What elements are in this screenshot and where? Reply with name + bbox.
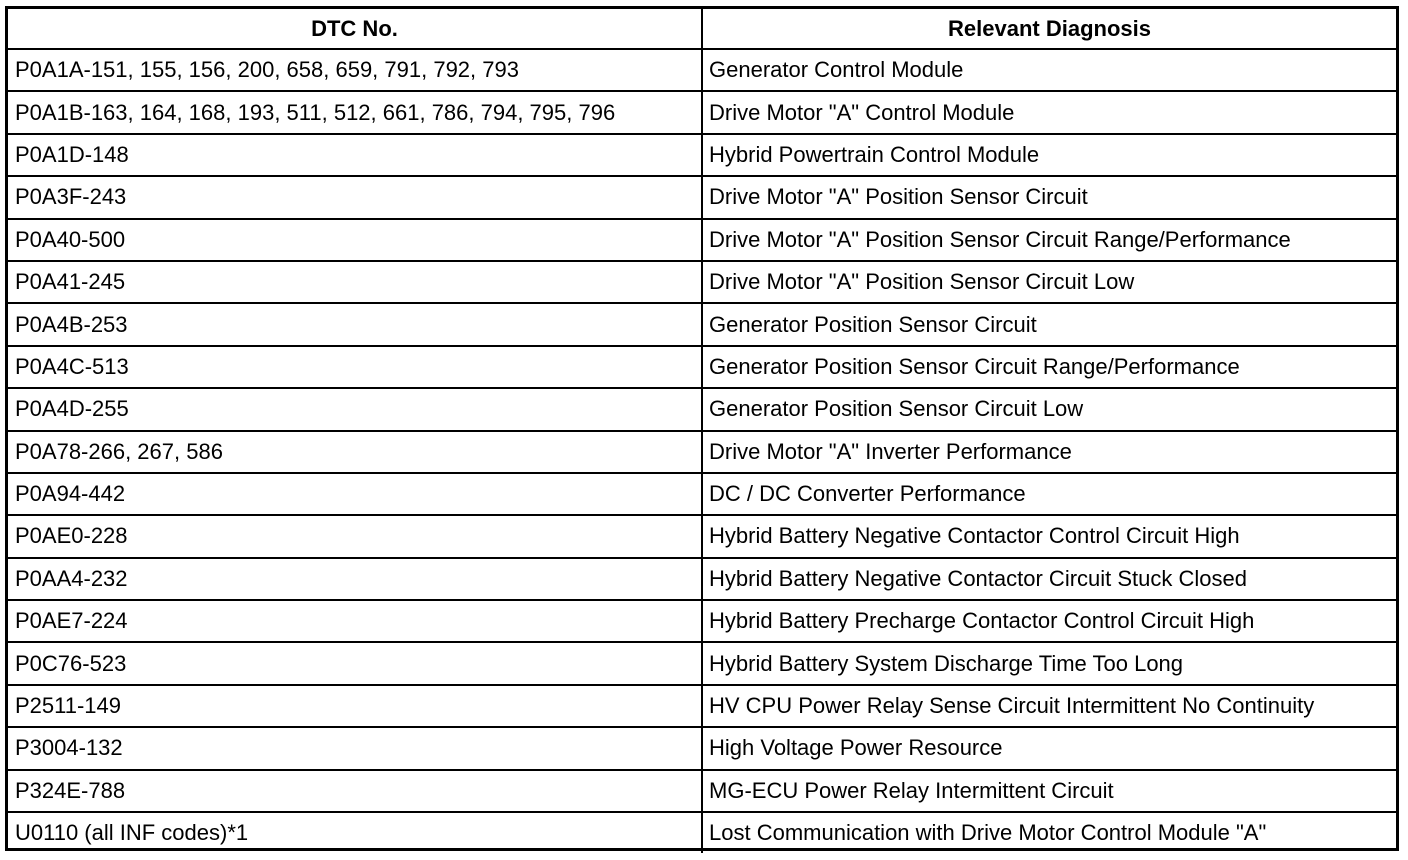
table-row (8, 515, 1396, 557)
diagnosis-cell: Drive Motor "A" Position Sensor Circuit Range/Performance (702, 219, 1396, 261)
dtc-code-cell: P324E-788 (8, 770, 702, 812)
dtc-code-cell: P0A3F-243 (8, 176, 702, 218)
diagnosis-cell: Generator Position Sensor Circuit (702, 303, 1396, 345)
table-row (8, 91, 1396, 133)
table-row (8, 134, 1396, 176)
dtc-code-cell: P0A4C-513 (8, 346, 702, 388)
diagnosis-cell: Generator Position Sensor Circuit Range/Performance (702, 346, 1396, 388)
table-row (8, 346, 1396, 388)
table-body (8, 49, 1396, 853)
diagnosis-cell: Drive Motor "A" Position Sensor Circuit Low (702, 261, 1396, 303)
table-row (8, 176, 1396, 218)
table-row (8, 770, 1396, 812)
dtc-code-cell: P0A1D-148 (8, 134, 702, 176)
diagnosis-cell: MG-ECU Power Relay Intermittent Circuit (702, 770, 1396, 812)
diagnosis-cell: Lost Communication with Drive Motor Control Module "A" (702, 812, 1396, 853)
table-row (8, 431, 1396, 473)
diagnosis-cell: Generator Position Sensor Circuit Low (702, 388, 1396, 430)
dtc-code-cell: P0AA4-232 (8, 558, 702, 600)
dtc-column-header: DTC No. (8, 9, 702, 49)
table-row (8, 388, 1396, 430)
diagnosis-cell: Hybrid Battery Precharge Contactor Control Circuit High (702, 600, 1396, 642)
table-row (8, 558, 1396, 600)
table-row (8, 642, 1396, 684)
table-row (8, 219, 1396, 261)
diagnosis-cell: Drive Motor "A" Position Sensor Circuit (702, 176, 1396, 218)
dtc-code-cell: P0AE0-228 (8, 515, 702, 557)
dtc-code-cell: P0A94-442 (8, 473, 702, 515)
dtc-code-cell: P0A78-266, 267, 586 (8, 431, 702, 473)
table-row (8, 600, 1396, 642)
dtc-code-cell: P0A40-500 (8, 219, 702, 261)
dtc-table-container (5, 6, 1399, 851)
diagnosis-cell: Hybrid Battery Negative Contactor Control Circuit High (702, 515, 1396, 557)
diagnosis-cell: HV CPU Power Relay Sense Circuit Intermittent No Continuity (702, 685, 1396, 727)
dtc-code-cell: P0A1B-163, 164, 168, 193, 511, 512, 661, 786, 794, 795, 796 (8, 91, 702, 133)
dtc-code-cell: P0A41-245 (8, 261, 702, 303)
dtc-code-cell: P0A1A-151, 155, 156, 200, 658, 659, 791, 792, 793 (8, 49, 702, 91)
dtc-code-cell: P0AE7-224 (8, 600, 702, 642)
diagnosis-cell: Drive Motor "A" Control Module (702, 91, 1396, 133)
dtc-code-cell: P0C76-523 (8, 642, 702, 684)
table-row (8, 727, 1396, 769)
dtc-code-cell: P2511-149 (8, 685, 702, 727)
diagnosis-cell: Generator Control Module (702, 49, 1396, 91)
header-row (8, 9, 1396, 49)
diagnosis-cell: Hybrid Powertrain Control Module (702, 134, 1396, 176)
dtc-code-cell: P0A4D-255 (8, 388, 702, 430)
dtc-table (8, 9, 1396, 853)
dtc-code-cell: P3004-132 (8, 727, 702, 769)
diagnosis-cell: DC / DC Converter Performance (702, 473, 1396, 515)
table-row (8, 261, 1396, 303)
diagnosis-cell: Hybrid Battery System Discharge Time Too Long (702, 642, 1396, 684)
diagnosis-cell: High Voltage Power Resource (702, 727, 1396, 769)
diagnosis-cell: Hybrid Battery Negative Contactor Circuit Stuck Closed (702, 558, 1396, 600)
table-row (8, 473, 1396, 515)
table-row (8, 812, 1396, 853)
diagnosis-column-header: Relevant Diagnosis (702, 9, 1396, 49)
table-row (8, 303, 1396, 345)
table-row (8, 685, 1396, 727)
table-header (8, 9, 1396, 49)
dtc-code-cell: U0110 (all INF codes)*1 (8, 812, 702, 853)
dtc-code-cell: P0A4B-253 (8, 303, 702, 345)
table-row (8, 49, 1396, 91)
diagnosis-cell: Drive Motor "A" Inverter Performance (702, 431, 1396, 473)
